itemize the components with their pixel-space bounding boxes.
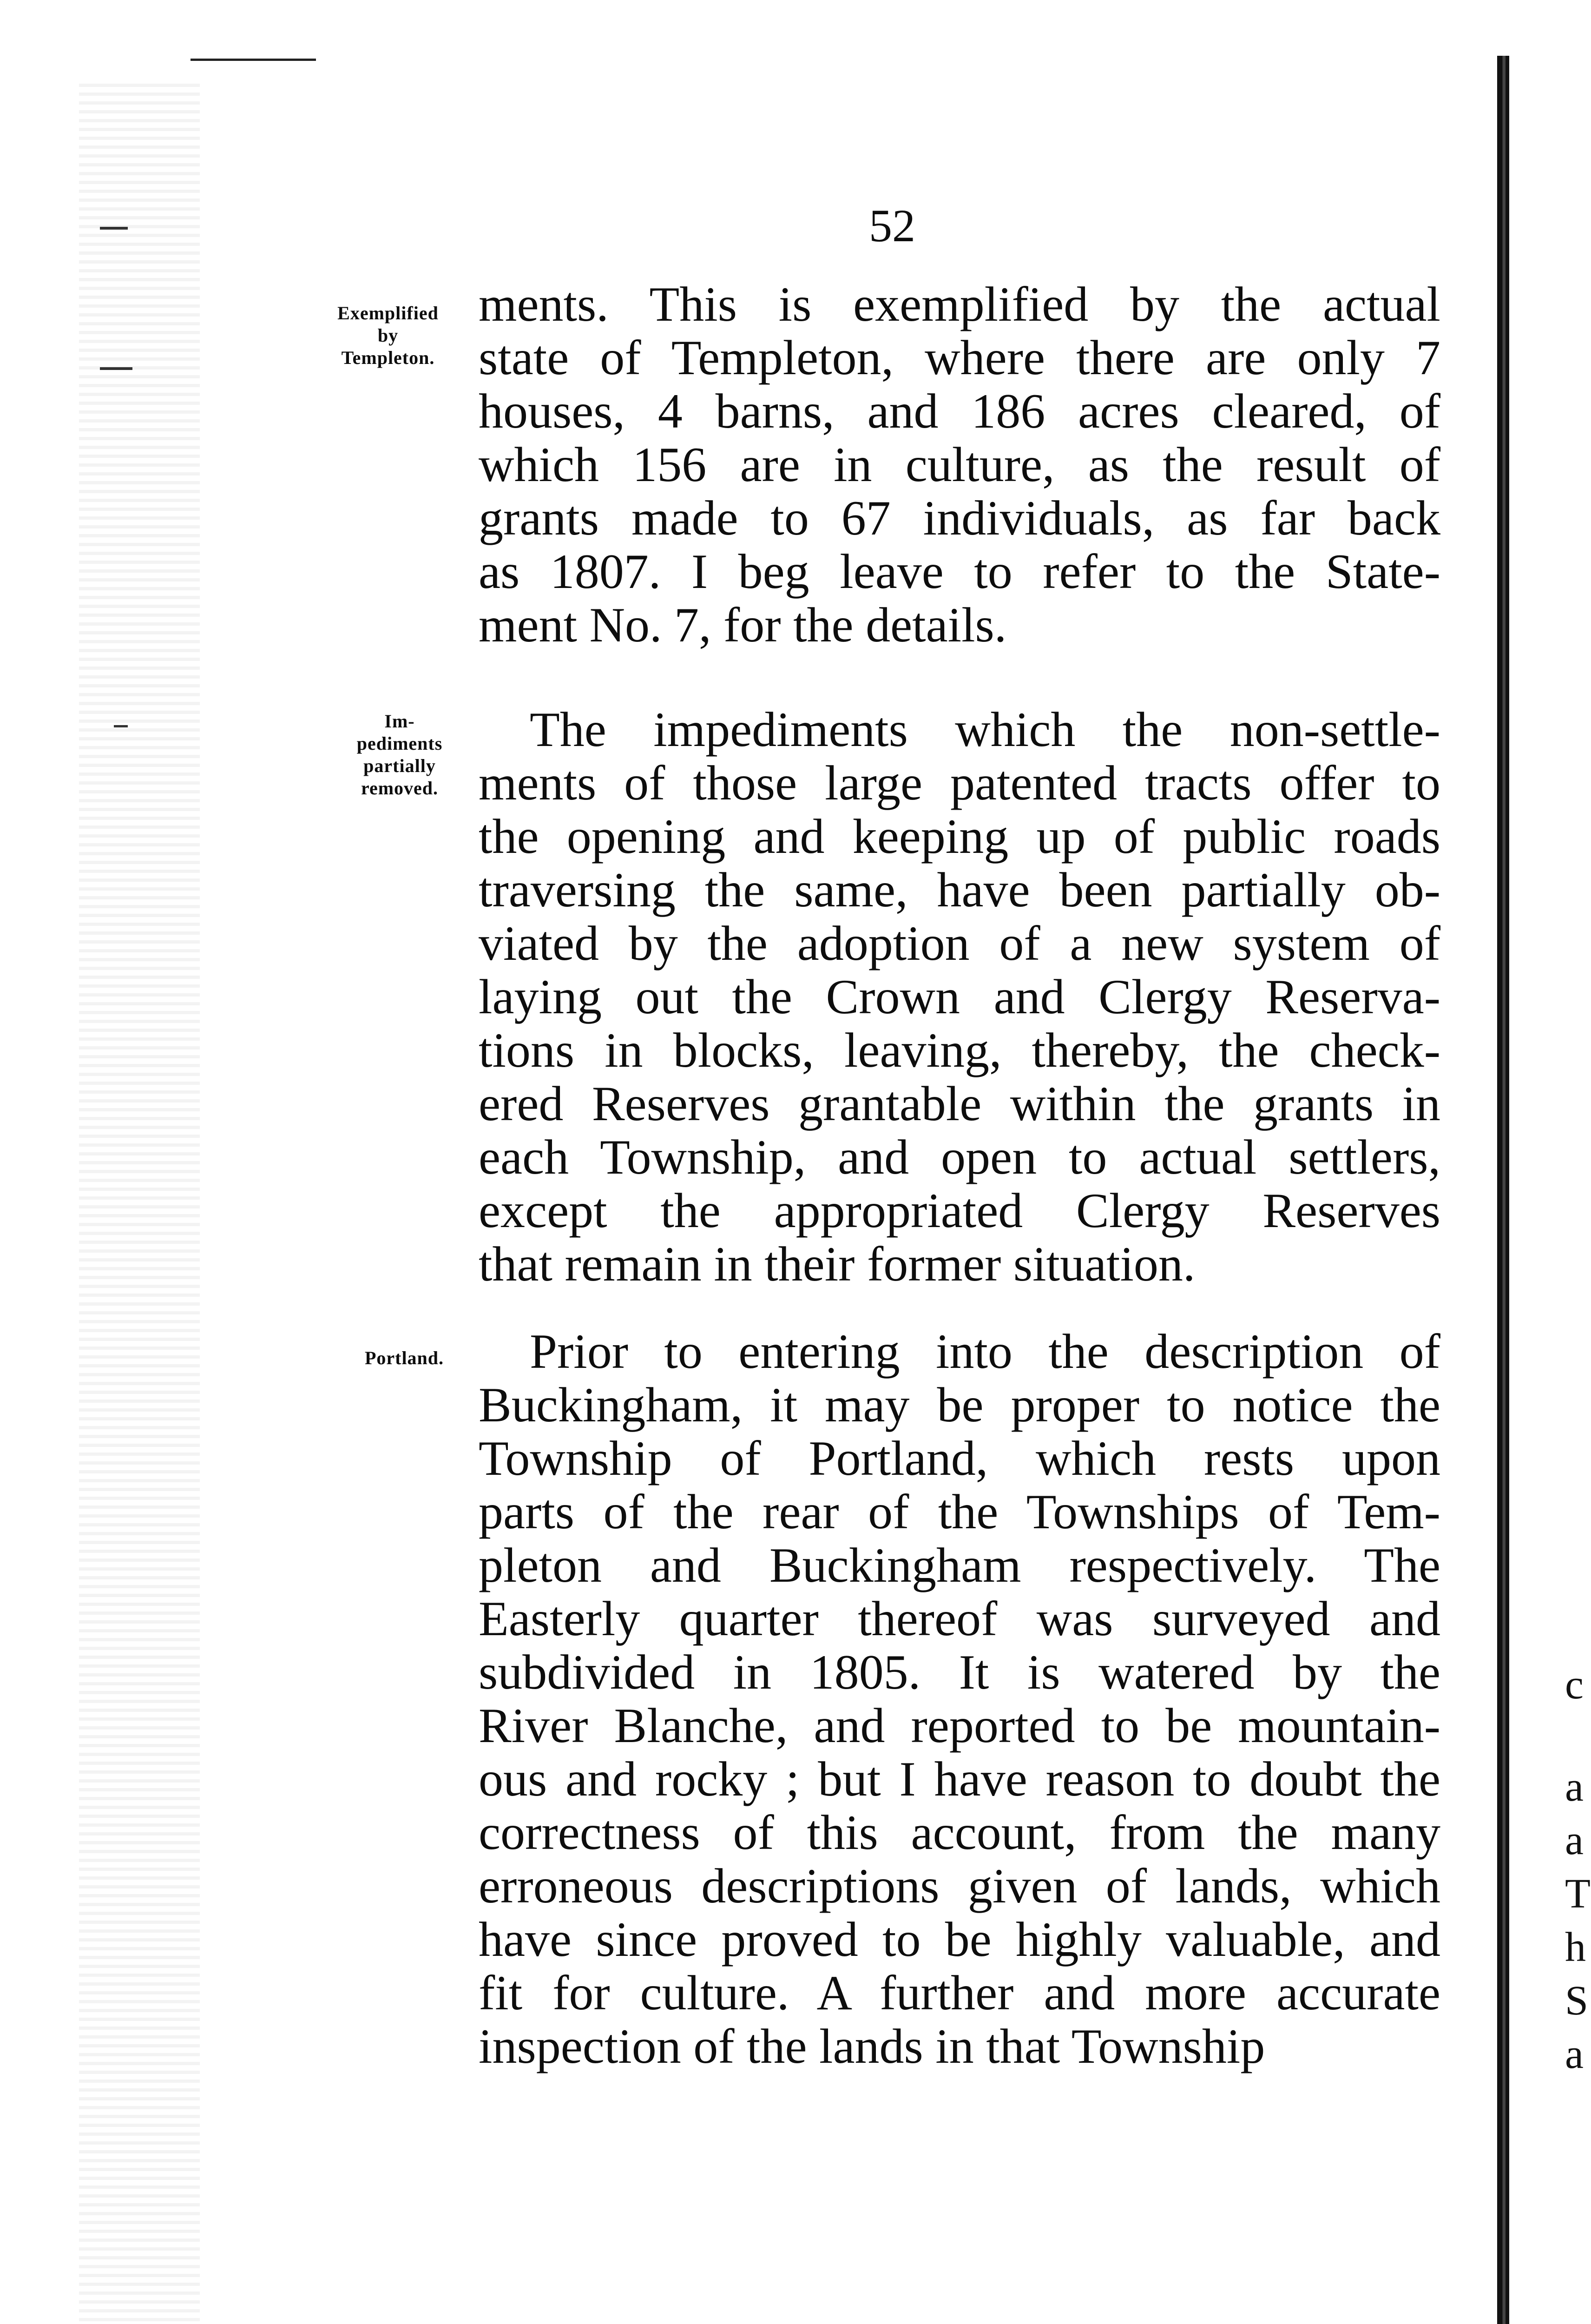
text-line: traversing the same, have been partially ob-	[479, 863, 1440, 917]
side-note-line: by	[377, 325, 399, 346]
text-line: ment No. 7, for the details.	[479, 598, 1007, 652]
text-line: parts of the rear of the Townships of Tem-	[479, 1485, 1440, 1539]
text-line: laying out the Crown and Clergy Reserva-	[479, 970, 1440, 1024]
side-note-line: Im-	[384, 711, 415, 732]
text-line: ments of those large patented tracts offer to	[479, 756, 1440, 810]
facing-page-fragment: a	[1565, 1817, 1584, 1863]
facing-page-fragment: a	[1565, 2031, 1584, 2077]
facing-page-fragment: T	[1565, 1871, 1591, 1917]
text-line: except the appropriated Clergy Reserves	[479, 1183, 1440, 1238]
binding-shadow	[79, 84, 200, 2324]
text-line: the opening and keeping up of public roads	[479, 809, 1440, 864]
text-line: as 1807. I beg leave to refer to the State-	[479, 544, 1440, 599]
scan-mark	[100, 227, 128, 230]
paragraph-portland	[479, 1325, 1440, 2073]
text-line: correctness of this account, from the many	[479, 1805, 1440, 1860]
side-note-line: Templeton.	[341, 347, 435, 368]
text-line: The impediments which the non-settle-	[530, 702, 1440, 757]
text-line: Prior to entering into the description of	[530, 1324, 1440, 1379]
side-note-line: pediments	[356, 733, 443, 754]
text-line: River Blanche, and reported to be mountain-	[479, 1698, 1440, 1753]
text-line: Easterly quarter thereof was surveyed and	[479, 1591, 1440, 1646]
text-line: state of Templeton, where there are only 7	[479, 330, 1440, 385]
text-line: viated by the adoption of a new system of	[479, 916, 1440, 971]
side-note-line: removed.	[361, 778, 439, 799]
text-line: pleton and Buckingham respectively. The	[479, 1538, 1440, 1592]
facing-page-edge	[1497, 56, 1509, 2324]
side-note-line: partially	[363, 755, 436, 776]
text-line: subdivided in 1805. It is watered by the	[479, 1645, 1440, 1699]
facing-page-fragment: c	[1565, 1662, 1584, 1708]
side-note-line: Portland.	[364, 1347, 444, 1368]
top-rule	[191, 59, 316, 61]
paragraph-impediments	[479, 703, 1440, 1291]
text-line: inspection of the lands in that Township	[479, 2019, 1265, 2073]
text-line: have since proved to be highly valuable, and	[479, 1912, 1440, 1967]
side-note-exemplified	[311, 302, 465, 369]
text-line: each Township, and open to actual settlers,	[479, 1130, 1440, 1184]
side-note-portland	[348, 1347, 460, 1369]
text-line: that remain in their former situation.	[479, 1237, 1196, 1291]
text-line: ments. This is exemplified by the actual	[479, 277, 1440, 331]
facing-page-fragment: h	[1565, 1924, 1586, 1970]
text-line: which 156 are in culture, as the result of	[479, 437, 1440, 492]
paragraph-templeton	[479, 277, 1440, 652]
side-note-line: Exemplified	[337, 303, 439, 324]
text-line: houses, 4 barns, and 186 acres cleared, of	[479, 384, 1440, 438]
scan-mark	[114, 725, 128, 727]
text-line: Township of Portland, which rests upon	[479, 1431, 1440, 1486]
facing-page-fragment: S	[1565, 1978, 1589, 2024]
text-line: tions in blocks, leaving, thereby, the check-	[479, 1023, 1440, 1077]
text-line: ous and rocky ; but I have reason to doubt the	[479, 1752, 1440, 1806]
text-line: Buckingham, it may be proper to notice the	[479, 1378, 1440, 1432]
text-line: ered Reserves grantable within the grants in	[479, 1076, 1440, 1131]
side-note-impediments	[344, 710, 455, 799]
text-line: grants made to 67 individuals, as far back	[479, 491, 1440, 545]
text-line: erroneous descriptions given of lands, which	[479, 1859, 1440, 1913]
scan-mark	[100, 367, 132, 370]
facing-page-fragment: a	[1565, 1764, 1584, 1810]
text-line: fit for culture. A further and more accurate	[479, 1966, 1440, 2020]
page-number: 52	[869, 200, 915, 251]
